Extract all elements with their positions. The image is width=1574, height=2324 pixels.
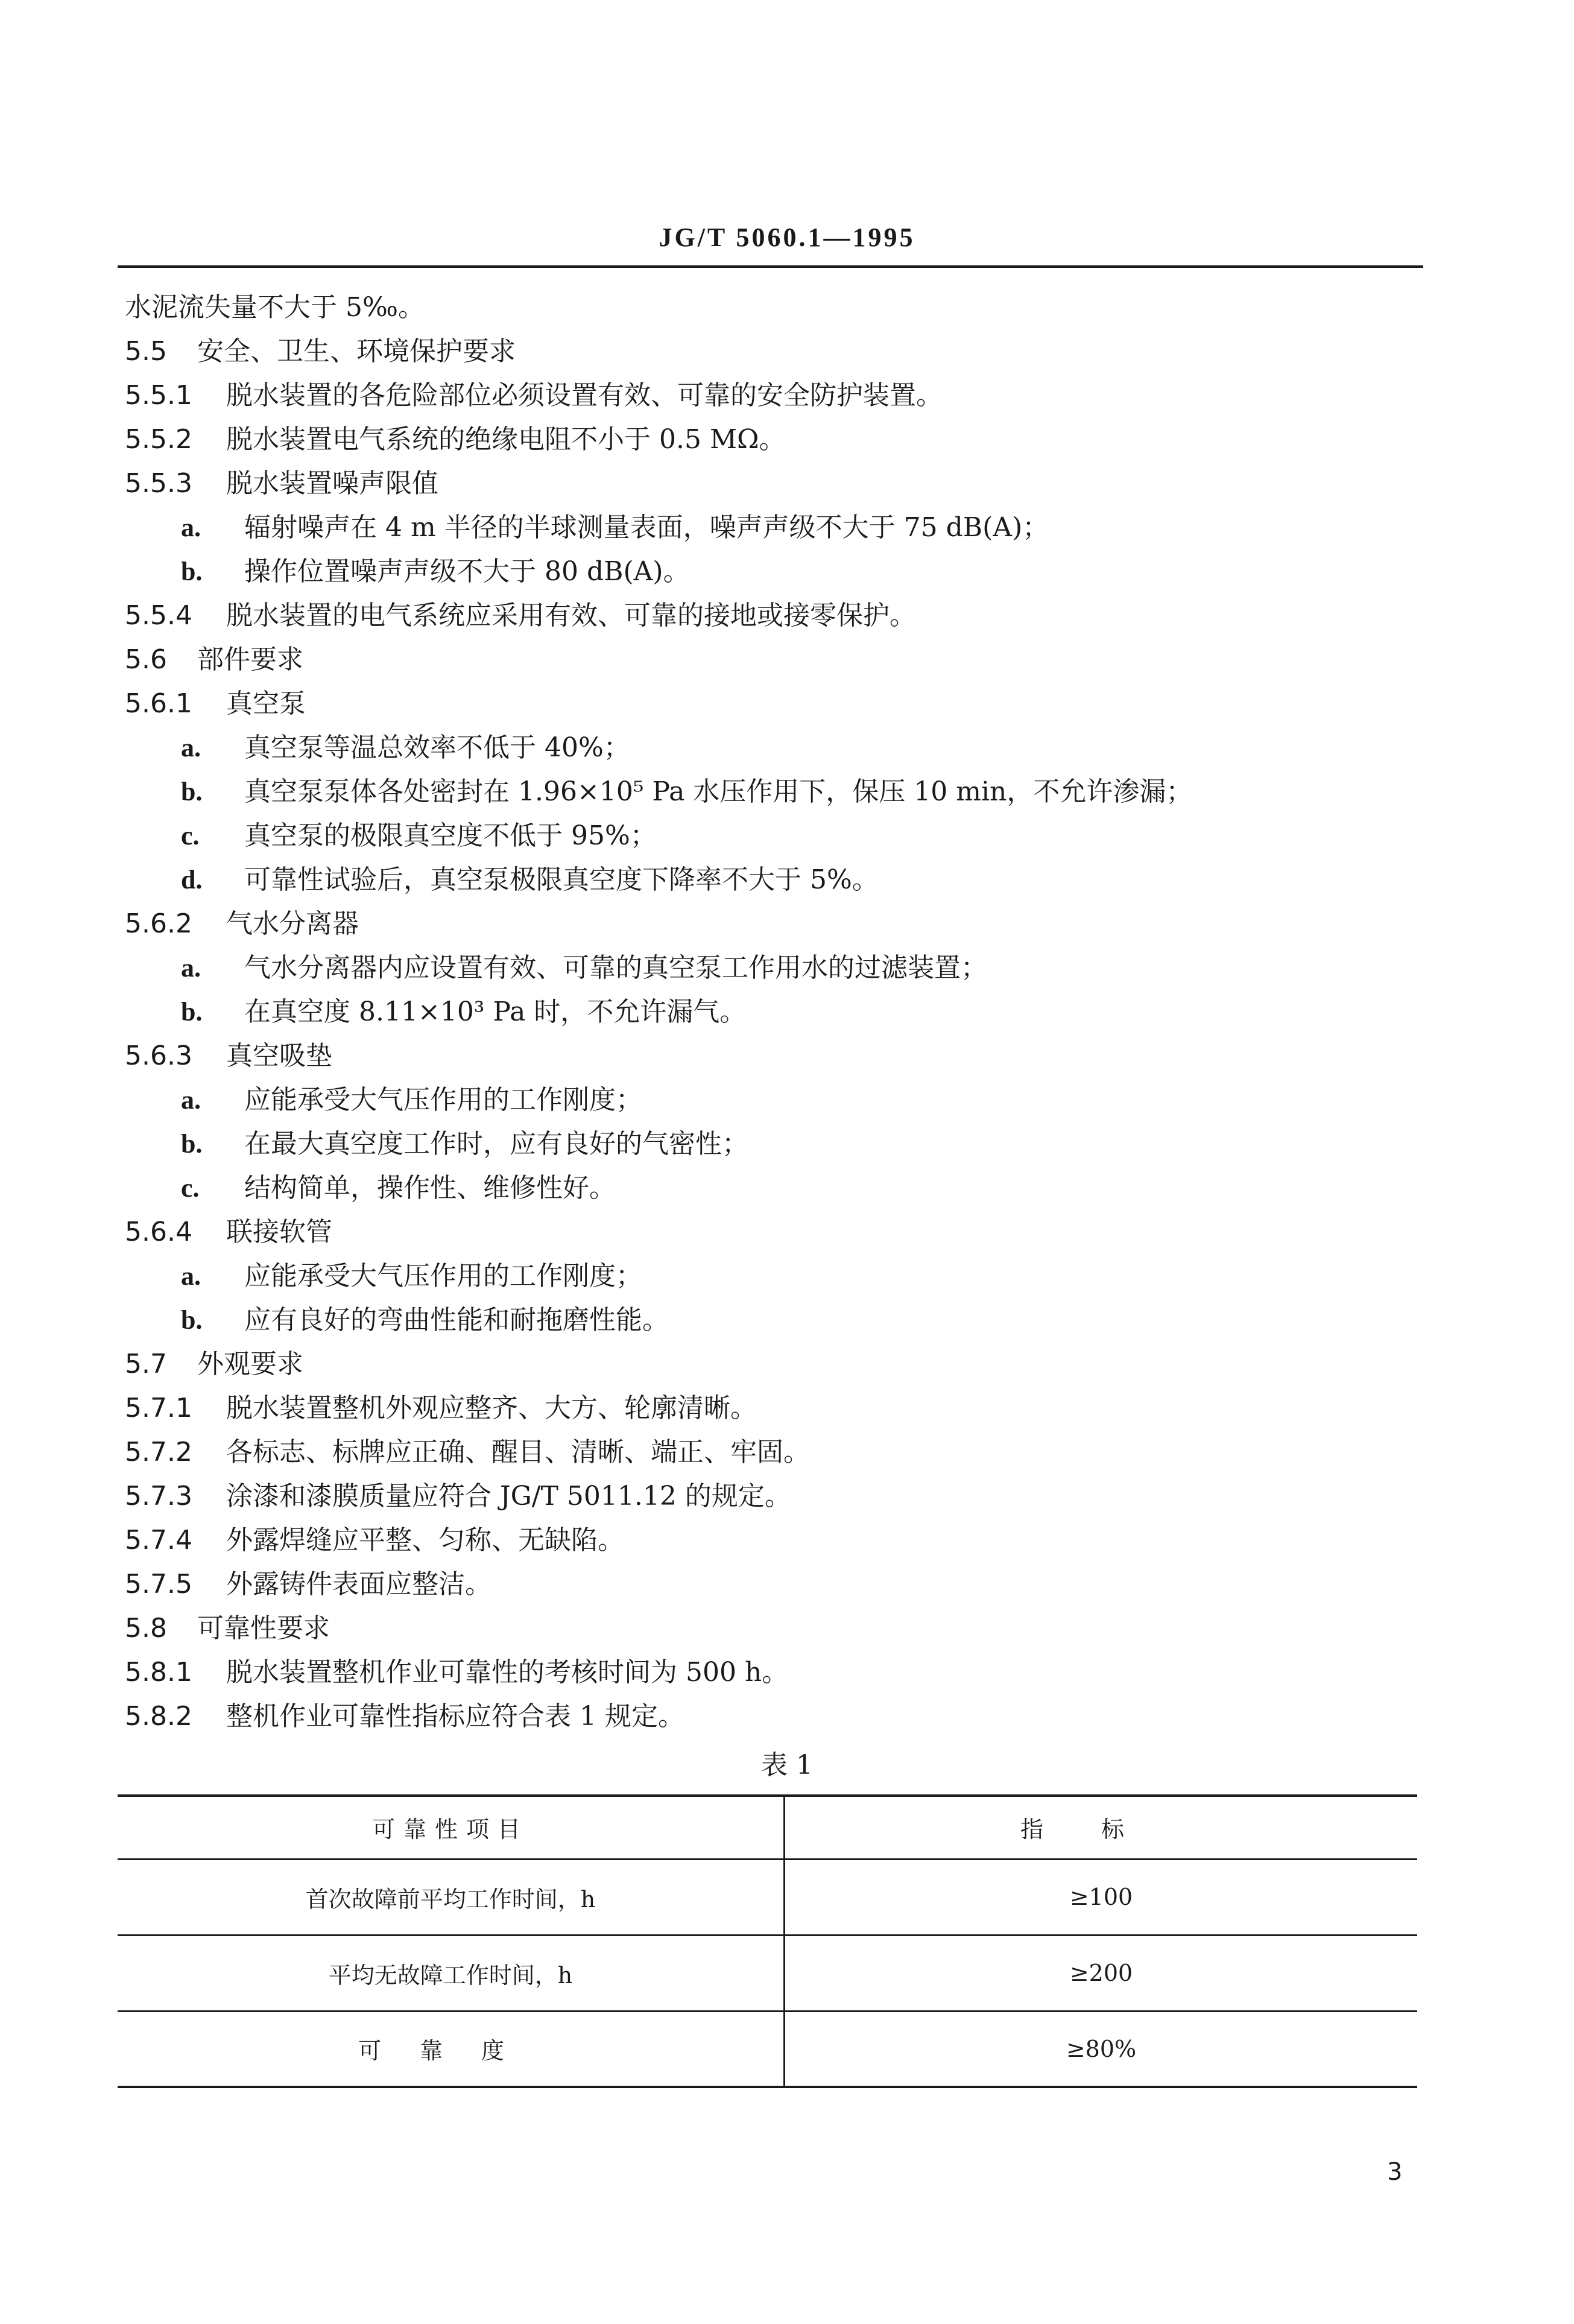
line-text: 脱水装置整机作业可靠性的考核时间为 500 h。 [226,1657,789,1688]
line-text: 应能承受大气压作用的工作刚度； [244,1261,642,1291]
table-cell: ≥100 [785,1859,1418,1935]
line-text: 联接软管 [226,1217,332,1247]
table-row [118,1935,1417,2011]
list-item [181,862,879,898]
list-item [181,818,657,854]
list-item [181,994,746,1030]
line-text: 在真空度 8.11×10³ Pa 时，不允许漏气。 [244,996,747,1027]
clause-number: 5.5 [125,336,167,367]
clause-line [125,378,943,414]
line-text: 脱水装置的各危险部位必须设置有效、可靠的安全防护装置。 [226,380,943,411]
list-item [181,1258,642,1294]
clause-number: 5.7.1 [125,1393,192,1423]
list-item [181,554,690,590]
list-item [181,774,1192,810]
line-text: 辐射噪声在 4 m 半径的半球测量表面，噪声声级不大于 75 dB(A)； [244,512,1049,543]
item-label: a. [181,1085,201,1115]
line-text: 应有良好的弯曲性能和耐拖磨性能。 [244,1305,669,1335]
list-item [181,510,1049,546]
line-text: 真空泵 [226,688,306,719]
clause-number: 5.5.2 [125,424,192,455]
item-label: a. [181,733,201,762]
item-label: a. [181,513,201,542]
table-cell: 首次故障前平均工作时间，h [118,1859,785,1935]
list-item [181,1082,642,1118]
clause-line [125,466,438,502]
item-label: b. [181,997,203,1027]
item-label: b. [181,777,203,806]
line-text: 操作位置噪声声级不大于 80 dB(A)。 [244,556,690,587]
line-text: 外露铸件表面应整洁。 [226,1569,491,1600]
line-text: 可靠性要求 [197,1613,330,1644]
clause-number: 5.6.1 [125,688,192,719]
clause-number: 5.8.1 [125,1657,192,1688]
section-heading [125,642,303,678]
clause-number: 5.7 [125,1349,167,1379]
section-heading [125,1346,303,1382]
clause-line [125,1390,757,1426]
line-text: 整机作业可靠性指标应符合表 1 规定。 [226,1701,684,1732]
line-text: 各标志、标牌应正确、醒目、清晰、端正、牢固。 [226,1437,810,1468]
line-text: 外观要求 [197,1349,303,1379]
list-item [181,1126,748,1162]
line-text: 安全、卫生、环境保护要求 [197,336,516,367]
clause-line [125,1434,810,1471]
table-row [118,1859,1417,1935]
item-label: b. [181,1305,203,1335]
clause-line [125,1214,332,1250]
line-text: 真空泵泵体各处密封在 1.96×10⁵ Pa 水压作用下，保压 10 min，不允许渗漏； [244,776,1193,807]
line-text: 气水分离器内应设置有效、可靠的真空泵工作用水的过滤装置； [244,952,987,983]
page-number: 3 [1387,2158,1403,2186]
clause-number: 5.7.4 [125,1525,192,1556]
line-text: 水泥流失量不大于 5‰。 [125,292,425,323]
clause-number: 5.8 [125,1613,167,1644]
line-text: 脱水装置电气系统的绝缘电阻不小于 0.5 MΩ。 [226,424,786,455]
text-line [125,290,425,326]
table-cell: ≥80% [785,2011,1418,2087]
line-text: 真空泵等温总效率不低于 40%； [244,732,630,763]
line-text: 脱水装置整机外观应整齐、大方、轮廓清晰。 [226,1393,757,1423]
line-text: 涂漆和漆膜质量应符合 JG/T 5011.12 的规定。 [226,1481,791,1512]
line-text: 脱水装置的电气系统应采用有效、可靠的接地或接零保护。 [226,600,916,631]
item-label: d. [181,865,203,894]
line-text: 结构简单，操作性、维修性好。 [244,1173,616,1203]
clause-number: 5.7.2 [125,1437,192,1468]
reliability-table [118,1794,1417,2088]
clause-number: 5.8.2 [125,1701,192,1732]
line-text: 部件要求 [197,644,303,675]
clause-line [125,906,359,942]
item-label: b. [181,557,203,586]
clause-line [125,1522,624,1559]
clause-line [125,422,785,458]
clause-line [125,1478,791,1515]
list-item [181,950,987,986]
item-label: b. [181,1129,203,1159]
clause-number: 5.7.5 [125,1569,192,1600]
table-caption: 表 1 [761,1750,813,1781]
clause-number: 5.6.2 [125,908,192,939]
list-item [181,730,630,766]
table-cell: 平均无故障工作时间，h [118,1935,785,2011]
line-text: 可靠性试验后，真空泵极限真空度下降率不大于 5%。 [244,864,879,895]
clause-number: 5.5.4 [125,600,192,631]
column-header: 指标 [785,1796,1418,1859]
clause-number: 5.5.3 [125,468,192,499]
table-cell: 可靠度 [118,2011,785,2087]
section-heading [125,334,516,370]
line-text: 在最大真空度工作时，应有良好的气密性； [244,1129,748,1159]
line-text: 真空泵的极限真空度不低于 95%； [244,820,657,851]
item-label: c. [181,1173,200,1203]
clause-number: 5.5.1 [125,380,192,411]
clause-line [125,598,916,634]
clause-number: 5.6 [125,644,167,675]
list-item [181,1170,616,1206]
item-label: a. [181,1261,201,1291]
clause-number: 5.7.3 [125,1481,192,1512]
clause-line [125,1699,684,1735]
table-cell: ≥200 [785,1935,1418,2011]
section-heading [125,1610,330,1647]
standard-code-header: JG/T 5060.1—1995 [659,223,915,252]
line-text: 应能承受大气压作用的工作刚度； [244,1084,642,1115]
item-label: c. [181,821,200,850]
item-label: a. [181,953,201,983]
line-text: 气水分离器 [226,908,359,939]
clause-line [125,1654,788,1691]
table-header-row [118,1796,1417,1859]
list-item [181,1302,669,1338]
clause-number: 5.6.4 [125,1217,192,1247]
clause-number: 5.6.3 [125,1040,192,1071]
line-text: 真空吸垫 [226,1040,332,1071]
table-row [118,2011,1417,2087]
header-rule [118,265,1423,268]
line-text: 外露焊缝应平整、匀称、无缺陷。 [226,1525,624,1556]
clause-line [125,1038,332,1074]
column-header: 可靠性项目 [118,1796,785,1859]
clause-line [125,686,306,722]
clause-line [125,1566,491,1603]
line-text: 脱水装置噪声限值 [226,468,438,499]
